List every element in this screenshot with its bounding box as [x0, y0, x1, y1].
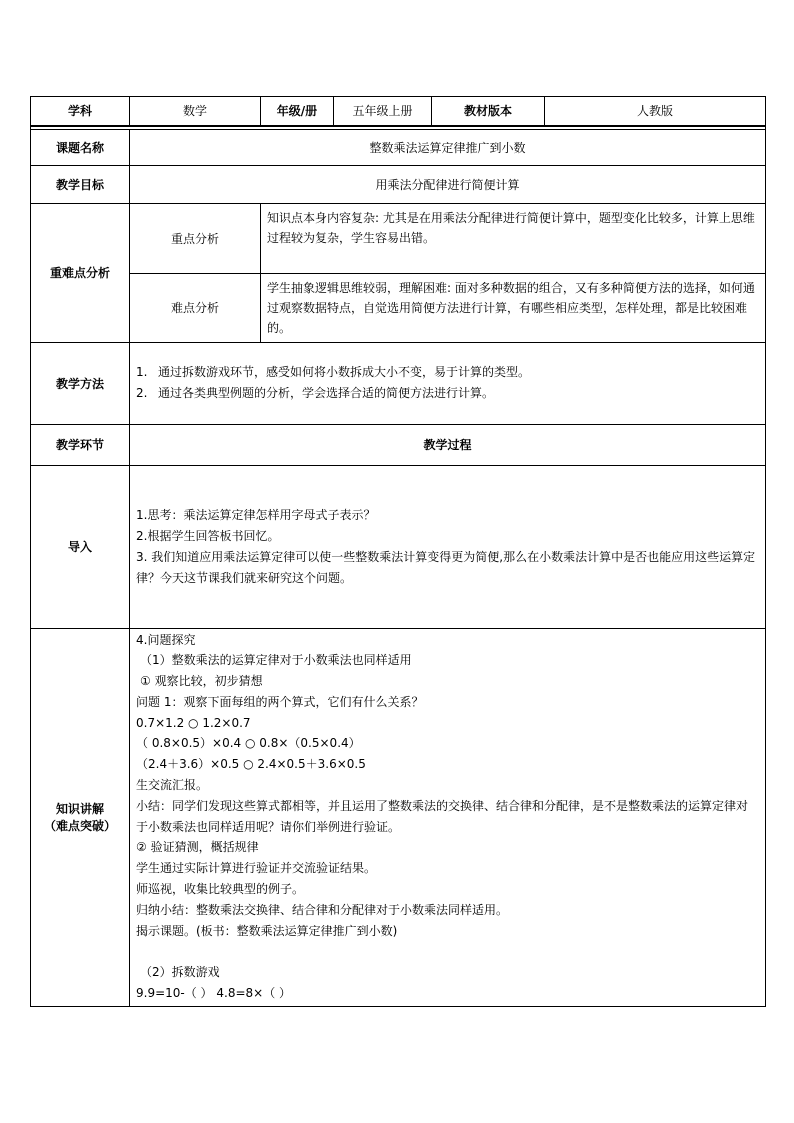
- topic-label: 课题名称: [31, 129, 130, 165]
- knowledge-label: [31, 628, 130, 1006]
- analysis-label: 重难点分析: [31, 203, 130, 342]
- knowledge-line: 小结：同学们发现这些算式都相等，并且运用了整数乘法的交换律、结合律和分配律，是不是整数乘法的运算定律对于小数乘法也同样适用呢？请你们举例进行验证。: [136, 798, 749, 834]
- knowledge-line: 归纳小结：整数乘法交换律、结合律和分配律对于小数乘法同样适用。: [136, 902, 509, 917]
- topic-value: 整数乘法运算定律推广到小数: [130, 129, 766, 165]
- goal-label: 教学目标: [31, 165, 130, 203]
- method-row: [31, 342, 766, 424]
- method-list: [130, 362, 765, 404]
- edition-label: 教材版本: [432, 97, 545, 126]
- grade-value: 五年级上册: [334, 97, 432, 126]
- knowledge-line: （1）整数乘法的运算定律对于小数乘法也同样适用: [140, 653, 412, 668]
- list-item: 2. 通过各类典型例题的分析，学会选择合适的简便方法进行计算。: [136, 386, 495, 400]
- knowledge-blank-line: [136, 941, 759, 962]
- knowledge-line: 问题 1：观察下面每组的两个算式，它们有什么关系？: [136, 694, 424, 709]
- intro-content: [130, 465, 766, 628]
- knowledge-line: 学生通过实际计算进行验证并交流验证结果。: [136, 861, 377, 876]
- knowledge-line: 生交流汇报。: [136, 778, 209, 793]
- knowledge-line: 师巡视，收集比较典型的例子。: [136, 882, 305, 897]
- header-row: [31, 97, 766, 126]
- edition-value: 人教版: [545, 97, 766, 126]
- knowledge-line: 4.问题探究: [136, 632, 196, 647]
- knowledge-row: [31, 628, 766, 1006]
- intro-row: [31, 465, 766, 628]
- key-analysis-text: 知识点本身内容复杂: 尤其是在用乘法分配律进行简便计算中，题型变化比较多，计算上思维过程较为复杂，学生容易出错。: [261, 203, 766, 273]
- subject-label: 学科: [31, 97, 130, 126]
- grade-label: 年级/册: [261, 97, 334, 126]
- knowledge-line: ② 验证猜测，概括规律: [136, 840, 259, 855]
- stage-value: 教学过程: [130, 424, 766, 465]
- hard-analysis-row: [31, 273, 766, 342]
- knowledge-label-line1: 知识讲解: [55, 802, 104, 817]
- stage-label: 教学环节: [31, 424, 130, 465]
- hard-analysis-label: 难点分析: [130, 273, 261, 342]
- knowledge-line: ① 观察比较，初步猜想: [140, 674, 263, 689]
- knowledge-line: （ 0.8×0.5）×0.4 ○ 0.8×（0.5×0.4）: [136, 736, 361, 751]
- method-content: [130, 342, 766, 424]
- knowledge-line: 9.9=10-（ ） 4.8=8×（ ）: [136, 986, 292, 1001]
- intro-line: 1.思考：乘法运算定律怎样用字母式子表示？: [136, 507, 376, 522]
- intro-line: 3. 我们知道应用乘法运算定律可以使一些整数乘法计算变得更为简便,那么在小数乘法计算中是否也能应用这些运算定律？今天这节课我们就来研究这个问题。: [136, 549, 756, 585]
- stage-row: [31, 424, 766, 465]
- intro-line: 2.根据学生回答板书回忆。: [136, 528, 280, 543]
- knowledge-line: （2）拆数游戏: [140, 965, 220, 980]
- knowledge-line: 揭示课题。(板书：整数乘法运算定律推广到小数): [136, 923, 398, 938]
- intro-label: 导入: [31, 465, 130, 628]
- goal-value: 用乘法分配律进行简便计算: [130, 165, 766, 203]
- lesson-plan-table: [30, 96, 766, 1007]
- key-analysis-row: [31, 203, 766, 273]
- key-analysis-label: 重点分析: [130, 203, 261, 273]
- topic-row: [31, 129, 766, 165]
- knowledge-content: [130, 628, 766, 1006]
- subject-value: 数学: [130, 97, 261, 126]
- knowledge-label-line2: （难点突破）: [43, 819, 116, 834]
- goal-row: [31, 165, 766, 203]
- method-label: 教学方法: [31, 342, 130, 424]
- hard-analysis-text: 学生抽象逻辑思维较弱，理解困难: 面对多种数据的组合，又有多种简便方法的选择，如何通过观察数据特点，自觉选用简便方法进行计算，有哪些相应类型，怎样处理，都是比较困难的。: [261, 273, 766, 342]
- list-item: 1. 通过拆数游戏环节，感受如何将小数拆成大小不变，易于计算的类型。: [136, 365, 531, 379]
- knowledge-line: （2.4＋3.6）×0.5 ○ 2.4×0.5＋3.6×0.5: [136, 757, 366, 772]
- knowledge-line: 0.7×1.2 ○ 1.2×0.7: [136, 715, 251, 730]
